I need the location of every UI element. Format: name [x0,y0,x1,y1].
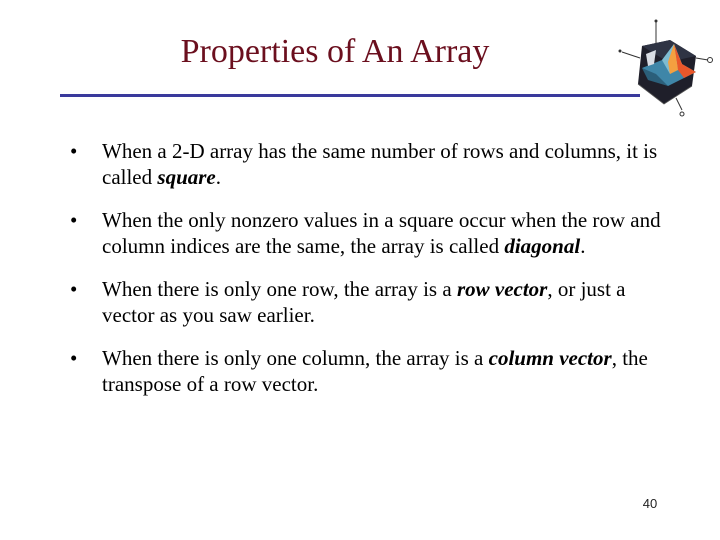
bullet-marker: • [70,139,78,163]
bullet-marker: • [70,346,78,370]
slide-title: Properties of An Array [180,33,490,70]
bullet-item [70,138,670,190]
title-underline [60,94,640,97]
bullet-marker: • [70,277,78,301]
bullet-item [70,276,670,328]
bullet-text: When the only nonzero values in a square occur when the row and column indices are the same, the array is called diagonal. [102,208,661,258]
bullet-text: When a 2-D array has the same number of rows and columns, it is called square. [102,139,658,189]
matlab-membrane-logo-icon [612,14,716,120]
term-diagonal: diagonal [504,234,581,258]
bullet-text: When there is only one column, the array is a column vector, the transpose of a row vector. [102,346,648,396]
bullet-text: When there is only one row, the array is a row vector, or just a vector as you saw earlier. [102,277,626,327]
bullet-list [70,138,670,414]
term-square: square [157,165,216,189]
page-number: 40 [642,496,658,511]
bullet-item [70,345,670,397]
bullet-item [70,207,670,259]
bullet-marker: • [70,208,78,232]
term-column-vector: column vector [488,346,612,370]
term-row-vector: row vector [456,277,548,301]
